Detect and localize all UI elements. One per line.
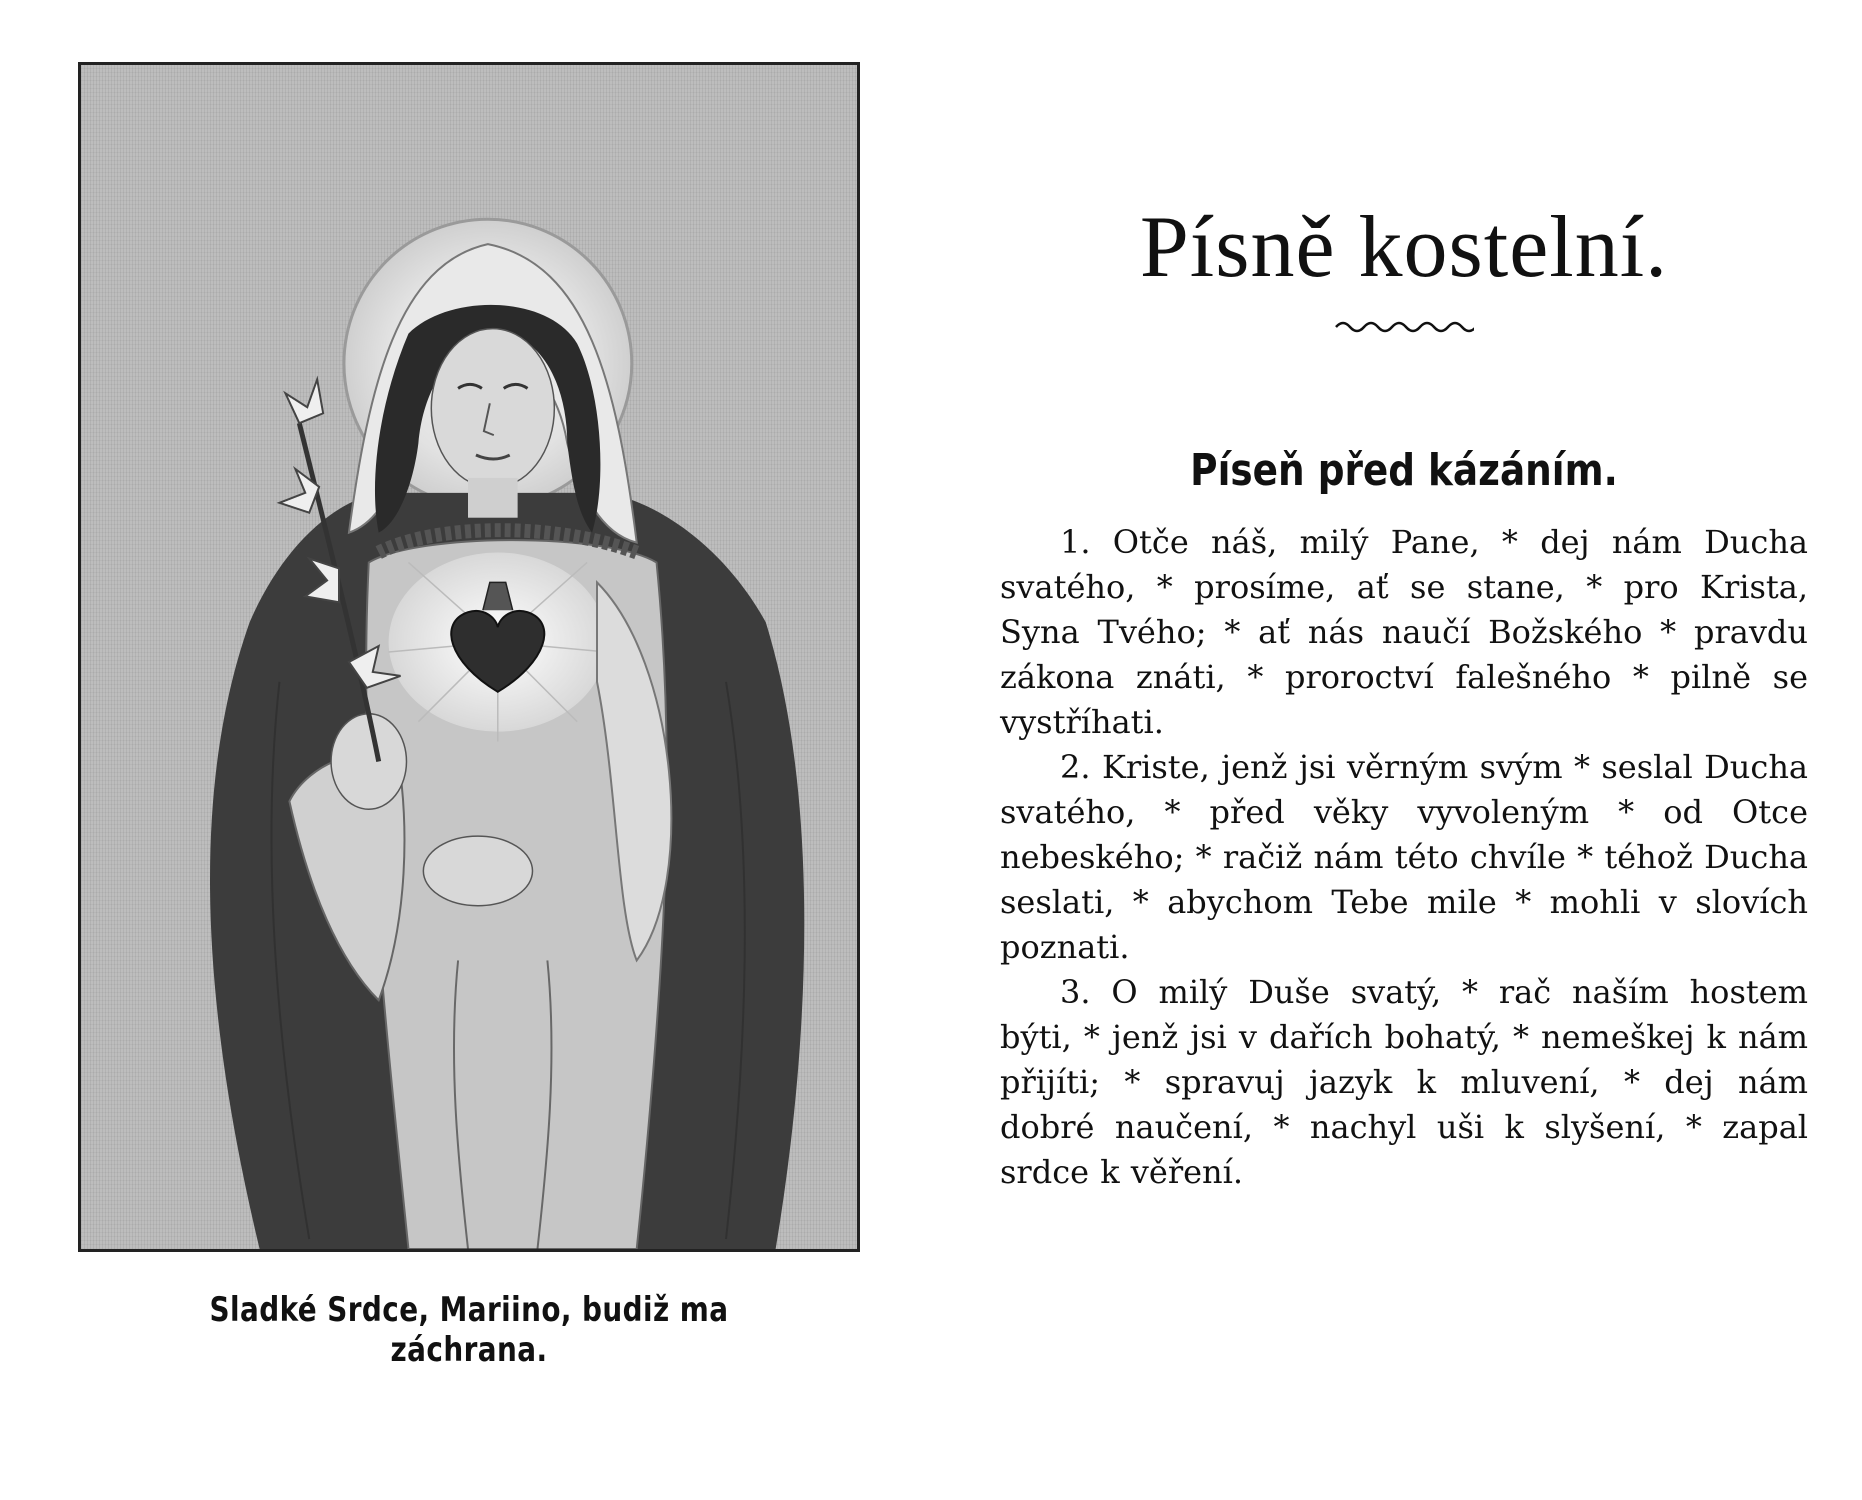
- illustration-caption: Sladké Srdce, Mariino, budiž ma záchrana.: [209, 1290, 729, 1370]
- song-title: Píseň před kázáním.: [1190, 444, 1618, 496]
- wavy-divider-icon: [1334, 319, 1474, 335]
- page-title: Písně kostelní.: [1139, 199, 1669, 296]
- virgin-mary-engraving: [81, 65, 857, 1249]
- right-hand: [423, 836, 532, 906]
- verse-2: 2. Kriste, jenž jsi věrným svým * seslal Ducha svatého, * před věky vyvoleným * od Otce nebeského; * račiž nám této chvíle * téhož Ducha seslati, * abychom Tebe mile * mohli v slovích poznati.: [1000, 747, 1808, 966]
- verse-1: 1. Otče náš, milý Pane, * dej nám Ducha svatého, * prosíme, ať se stane, * pro Krista, Syna Tvého; * ať nás naučí Božského * pravdu zákona znáti, * proroctví falešného * pilně se vystříhati.: [1000, 522, 1808, 741]
- face: [431, 329, 554, 488]
- engraving-illustration: [78, 62, 860, 1252]
- text-page: [1000, 200, 1808, 1195]
- left-hand: [331, 714, 406, 810]
- verse-3: 3. O milý Duše svatý, * rač naším hostem býti, * jenž jsi v dařích bohatý, * nemeškej k nám přijíti; * spravuj jazyk k mluvení, * dej nám dobré naučení, * nachyl uši k slyšení, * zapal srdce k věření.: [1000, 972, 1808, 1191]
